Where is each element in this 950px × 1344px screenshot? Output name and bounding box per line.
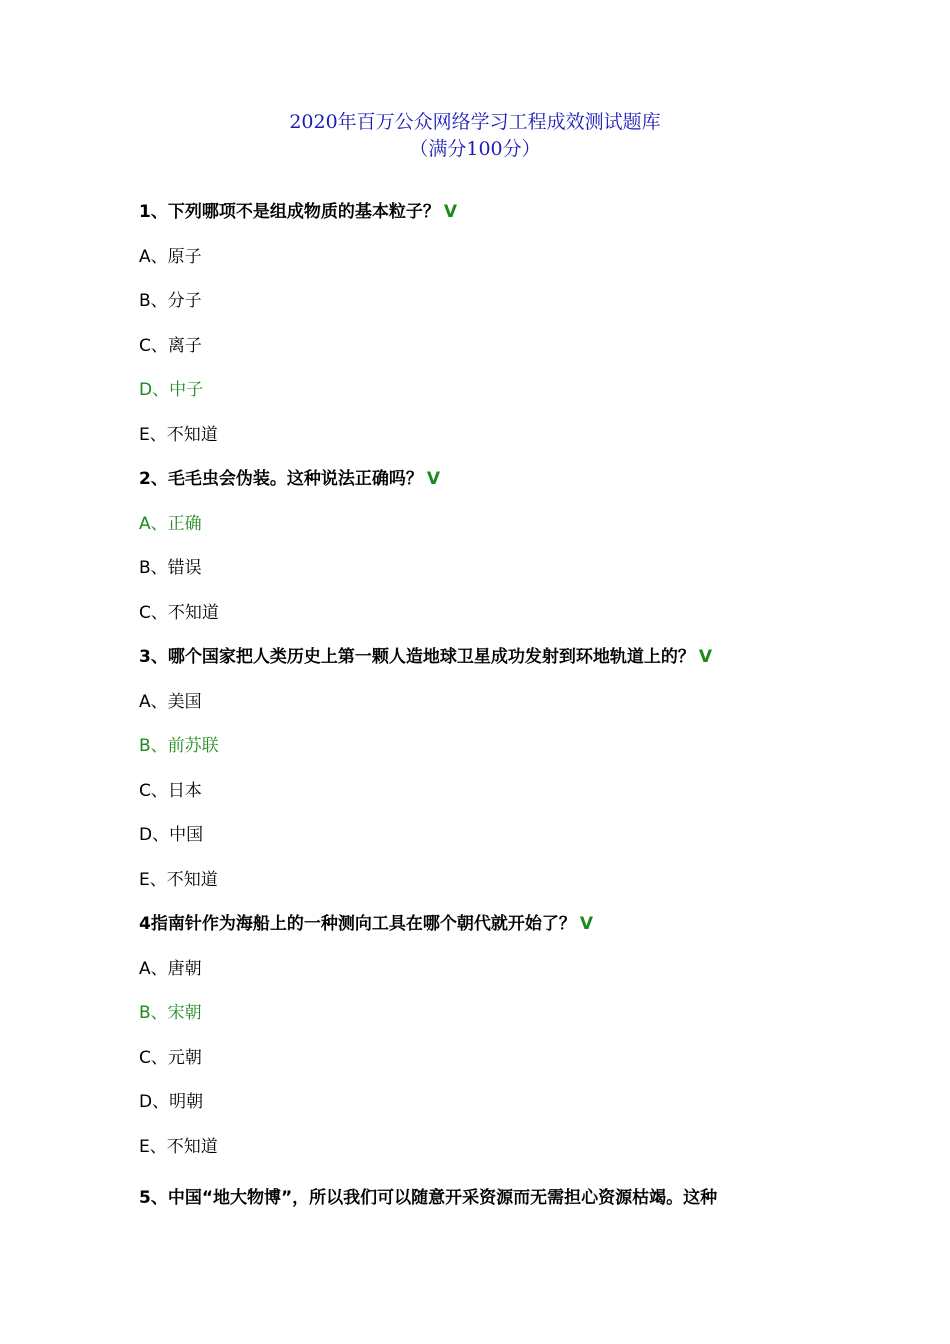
- answered-check-mark: V: [579, 914, 593, 934]
- q1-option-d-correct: D、中子: [139, 380, 204, 400]
- question-2: [139, 467, 440, 491]
- q1-option-b: B、分子: [139, 291, 202, 311]
- answered-check-mark: V: [443, 202, 457, 222]
- question-text: 5、中国“地大物博”，所以我们可以随意开采资源而无需担心资源枯竭。这种: [139, 1188, 718, 1208]
- page-subtitle: （满分100分）: [409, 138, 541, 160]
- q3-option-e: E、不知道: [139, 870, 218, 890]
- answered-check-mark: V: [426, 469, 440, 489]
- question-4: [139, 912, 593, 936]
- q3-option-b-correct: B、前苏联: [139, 736, 219, 756]
- q1-option-c: C、离子: [139, 336, 202, 356]
- q3-option-d: D、中国: [139, 825, 204, 845]
- question-1: [139, 200, 457, 224]
- q4-option-e: E、不知道: [139, 1137, 218, 1157]
- q4-option-b-correct: B、宋朝: [139, 1003, 202, 1023]
- q4-option-d: D、明朝: [139, 1092, 204, 1112]
- q2-option-a-correct: A、正确: [139, 514, 202, 534]
- question-3: [139, 645, 712, 669]
- question-text: 2、毛毛虫会伪装。这种说法正确吗？: [139, 469, 423, 489]
- q1-option-a: A、原子: [139, 247, 202, 267]
- q2-option-b: B、错误: [139, 558, 202, 578]
- q3-option-c: C、日本: [139, 781, 202, 801]
- question-text: 3、哪个国家把人类历史上第一颗人造地球卫星成功发射到环地轨道上的？: [139, 647, 695, 667]
- q2-option-c: C、不知道: [139, 603, 219, 623]
- page-title: 2020年百万公众网络学习工程成效测试题库: [289, 111, 661, 133]
- q4-option-a: A、唐朝: [139, 959, 202, 979]
- answered-check-mark: V: [698, 647, 712, 667]
- q3-option-a: A、美国: [139, 692, 202, 712]
- q1-option-e: E、不知道: [139, 425, 218, 445]
- question-text: 1、下列哪项不是组成物质的基本粒子？: [139, 202, 440, 222]
- q4-option-c: C、元朝: [139, 1048, 202, 1068]
- question-5: [139, 1186, 717, 1210]
- question-text: 4指南针作为海船上的一种测向工具在哪个朝代就开始了？: [139, 914, 576, 934]
